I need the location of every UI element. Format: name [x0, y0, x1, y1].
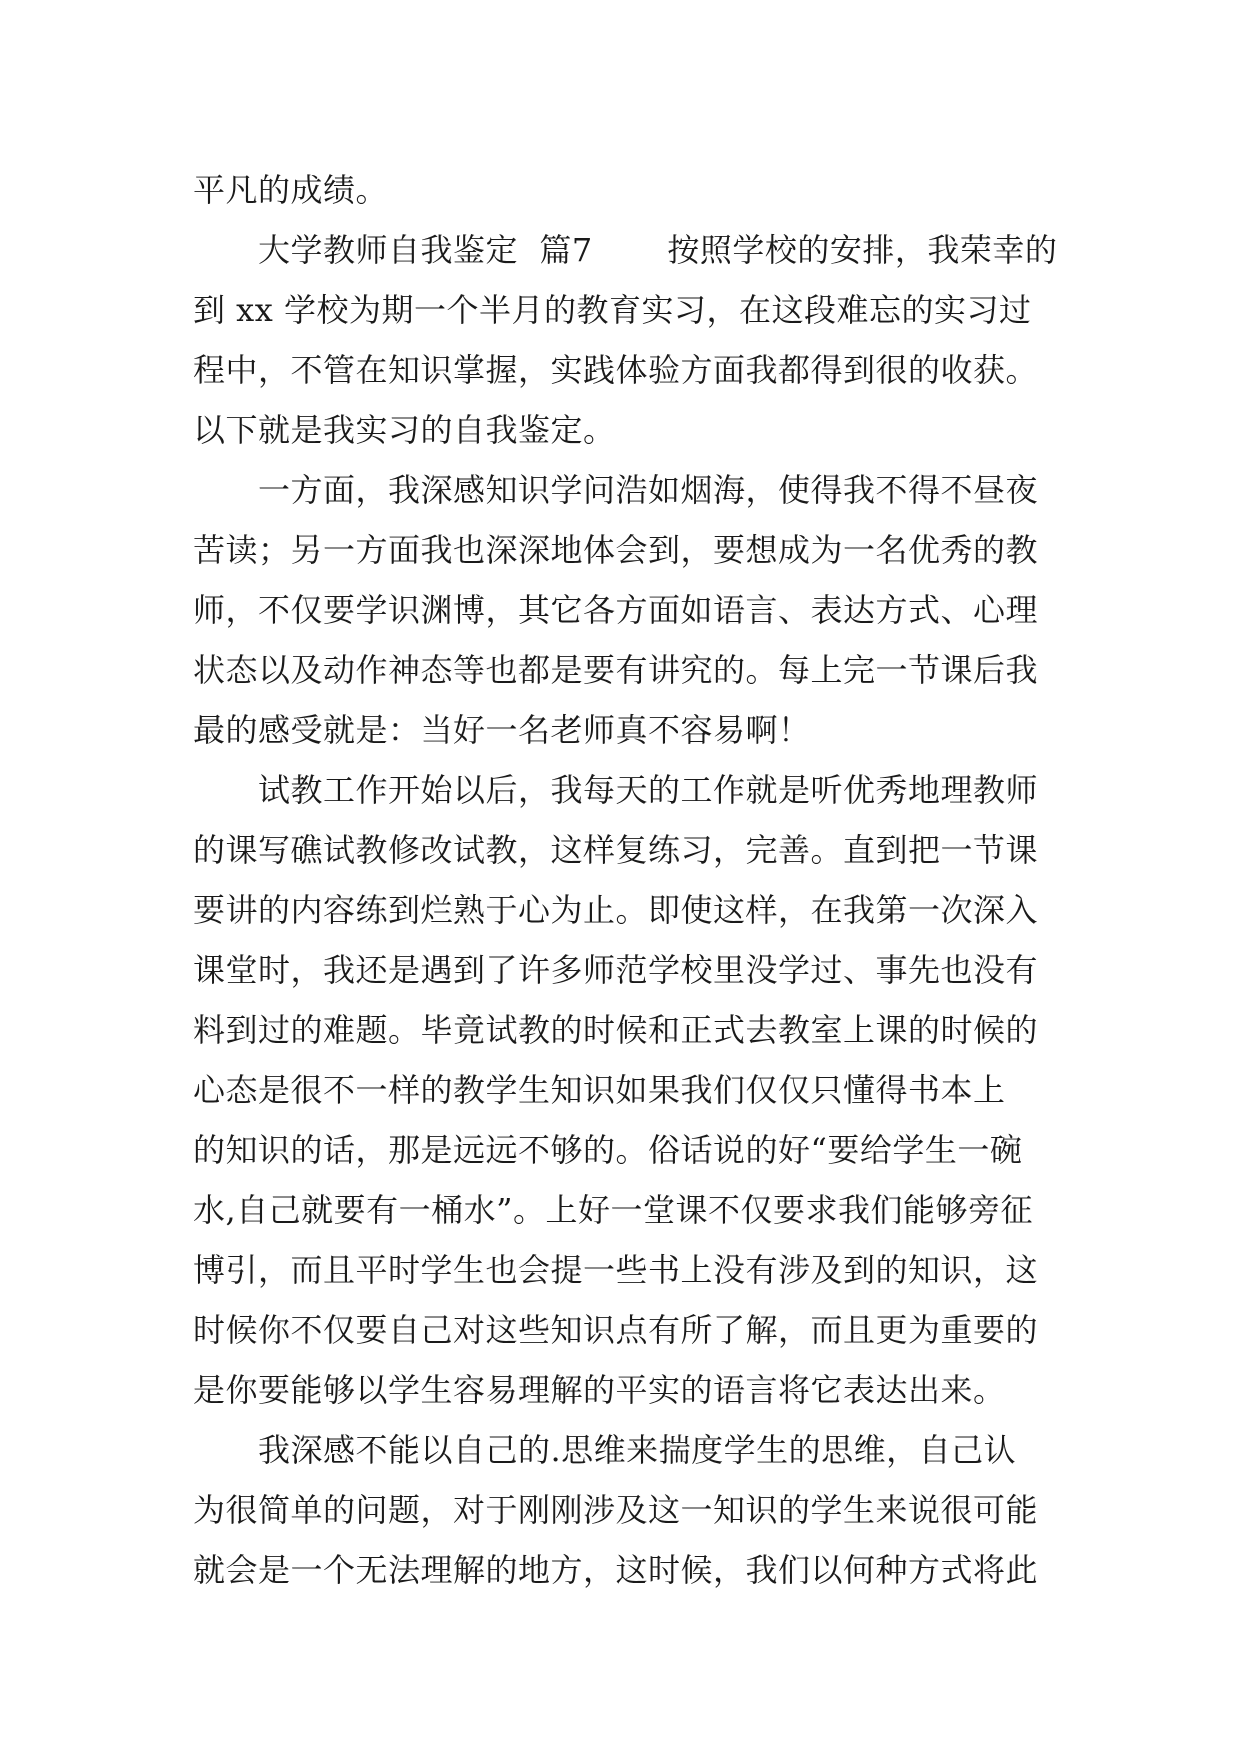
text-line: 的课写礁试教修改试教，这样复练习，完善。直到把一节课: [193, 831, 1039, 869]
text-line: 课堂时，我还是遇到了许多师范学校里没学过、事先也没有: [193, 951, 1039, 989]
text-line: 状态以及动作神态等也都是要有讲究的。每上完一节课后我: [193, 651, 1039, 689]
text-line: 料到过的难题。毕竟试教的时候和正式去教室上课的时候的: [193, 1011, 1039, 1049]
paragraph-start-line: 一方面，我深感知识学问浩如烟海，使得我不得不昼夜: [258, 471, 1039, 509]
text-line: 最的感受就是：当好一名老师真不容易啊！: [193, 711, 811, 749]
text-line: 的知识的话，那是远远不够的。俗话说的好“要给学生一碗: [193, 1131, 1023, 1169]
text-line: 博引，而且平时学生也会提一些书上没有涉及到的知识，这: [193, 1251, 1039, 1289]
text-line: 就会是一个无法理解的地方，这时候，我们以何种方式将此: [193, 1551, 1039, 1589]
paragraph-start-line: 试教工作开始以后，我每天的工作就是听优秀地理教师: [258, 771, 1039, 809]
text-line: 师，不仅要学识渊博，其它各方面如语言、表达方式、心理: [193, 591, 1039, 629]
text-line: 时候你不仅要自己对这些知识点有所了解，而且更为重要的: [193, 1311, 1039, 1349]
text-line: 苦读；另一方面我也深深地体会到，要想成为一名优秀的教: [193, 531, 1039, 569]
text-line: 平凡的成绩。: [193, 171, 389, 209]
text-line: 心态是很不一样的教学生知识如果我们仅仅只懂得书本上: [193, 1071, 1006, 1109]
document-body: [193, 160, 1073, 1600]
text-line: 要讲的内容练到烂熟于心为止。即使这样，在我第一次深入: [193, 891, 1039, 929]
paragraph-heading-line: 大学教师自我鉴定 篇7 按照学校的安排，我荣幸的: [258, 231, 1058, 269]
text-line: 到 xx 学校为期一个半月的教育实习，在这段难忘的实习过: [193, 291, 1032, 329]
text-line: 程中，不管在知识掌握，实践体验方面我都得到很的收获。: [193, 351, 1039, 389]
text-line: 以下就是我实习的自我鉴定。: [193, 411, 616, 449]
paragraph-start-line: 我深感不能以自己的.思维来揣度学生的思维，自己认: [258, 1431, 1017, 1469]
text-line: 为很简单的问题，对于刚刚涉及这一知识的学生来说很可能: [193, 1491, 1039, 1529]
text-line: 是你要能够以学生容易理解的平实的语言将它表达出来。: [193, 1371, 1006, 1409]
text-line: 水,自己就要有一桶水”。上好一堂课不仅要求我们能够旁征: [193, 1191, 1034, 1229]
